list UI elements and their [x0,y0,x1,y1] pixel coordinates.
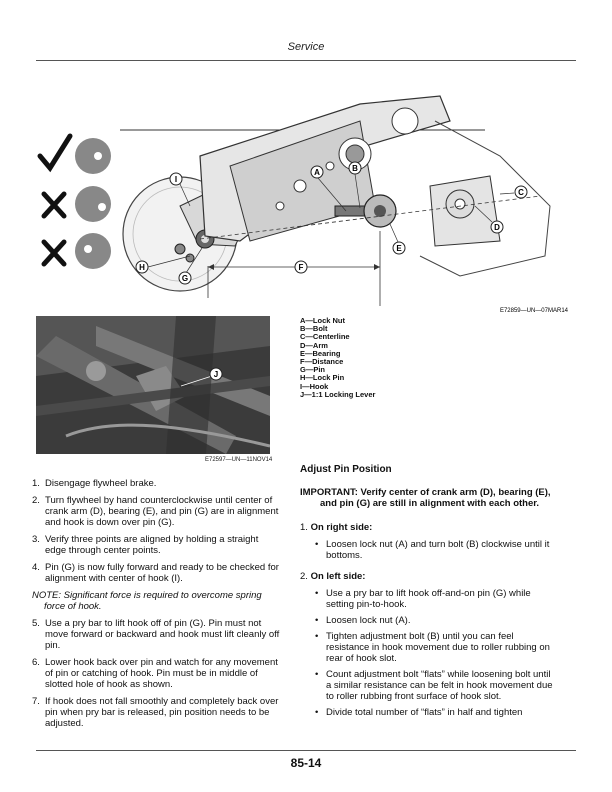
bullet-item: • Divide total number of “flats” in half and tighten [315,707,523,718]
step-item: 5. Use a pry bar to lift hook off of pin (G). Pin must not move forward or backward and hook must lift cleanly off pin. [32,618,280,651]
bullet-list [300,588,558,718]
legend-item: F—Distance [300,357,344,367]
bullet-item: • Count adjustment bolt “flats” while loosening bolt until a similar resistance can be felt in hook movement due to roller rubbing front surface of hook slot. [315,669,553,702]
legend-item: A—Lock Nut [300,316,345,325]
callout-I: I [174,175,178,184]
step-item: 7. If hook does not fall smoothly and completely back over pin when pry bar is released, pin position needs to be adjusted. [32,696,279,729]
page-number: 85-14 [290,756,322,770]
step-item: 1. Disengage flywheel brake. [32,478,157,489]
callout-A: A [314,168,320,177]
note-text: NOTE: Significant force is required to overcome spring force of hook. [32,590,262,612]
callout-E: E [396,244,402,253]
legend-item: B—Bolt [300,324,328,334]
step-item: 3. Verify three points are aligned by holding a straight edge through center points. [32,534,259,556]
legend-item: G—Pin [300,365,326,375]
legend-item: E—Bearing [300,348,341,358]
important-notice: IMPORTANT: Verify center of crank arm (D), bearing (E), and pin (G) are still in alignment with each other. [300,487,551,509]
incorrect-x-icon [44,194,64,216]
step-item: 2. Turn flywheel by hand counterclockwise until center of crank arm (D), bearing (E), and pin (G) are in alignment and hook is down over pin (G). [32,495,279,528]
figure-code: E72859—UN—07MAR14 [499,308,568,314]
crank-hook-illustration [30,66,570,316]
locking-lever-photo [36,316,270,454]
callout-G: G [181,274,189,283]
correct-check-icon [40,136,70,168]
legend-item: J—1:1 Locking Lever [300,389,376,399]
callout-D: D [494,223,500,232]
bullet-item: • Tighten adjustment bolt (B) until you can feel resistance in hook movement due to roller rubbing on rear of hook slot. [315,631,550,664]
footer-rule [36,750,576,751]
bullet-item: • Loosen lock nut (A). [315,615,411,626]
legend-item: D—Arm [300,340,328,350]
bullet-item: • Loosen lock nut (A) and turn bolt (B) clockwise until it bottoms. [315,539,550,561]
photo-code: E72597—UN—11NOV14 [205,457,273,463]
header-rule [36,60,576,61]
callout-J: J [213,370,219,379]
callout-C: C [518,188,524,197]
substep-heading: 1. On right side: [300,522,373,533]
substep-heading: 2. On left side: [300,571,366,582]
procedure-left-column [32,478,282,735]
incorrect-x-icon-2 [44,242,64,264]
legend-item: I—Hook [300,381,329,391]
bullet-item: • Use a pry bar to lift hook off-and-on pin (G) while setting pin-to-hook. [315,588,531,610]
callout-H: H [139,263,145,272]
callout-legend [300,317,375,399]
legend-item: C—Centerline [300,332,350,342]
running-header: Service [287,41,325,53]
callout-B: B [352,164,358,173]
bullet-list [300,539,558,561]
callout-F: F [298,263,304,272]
step-item: 4. Pin (G) is now fully forward and ready to be checked for alignment with center of hook (I). [32,562,279,584]
legend-item: H—Lock Pin [300,373,345,383]
section-heading: Adjust Pin Position [300,464,392,475]
procedure-right-column [300,464,558,728]
step-item: 6. Lower hook back over pin and watch for any movement of pin or catching of hook. Pin must be in middle of slotted hole of hook as shown. [32,657,278,690]
